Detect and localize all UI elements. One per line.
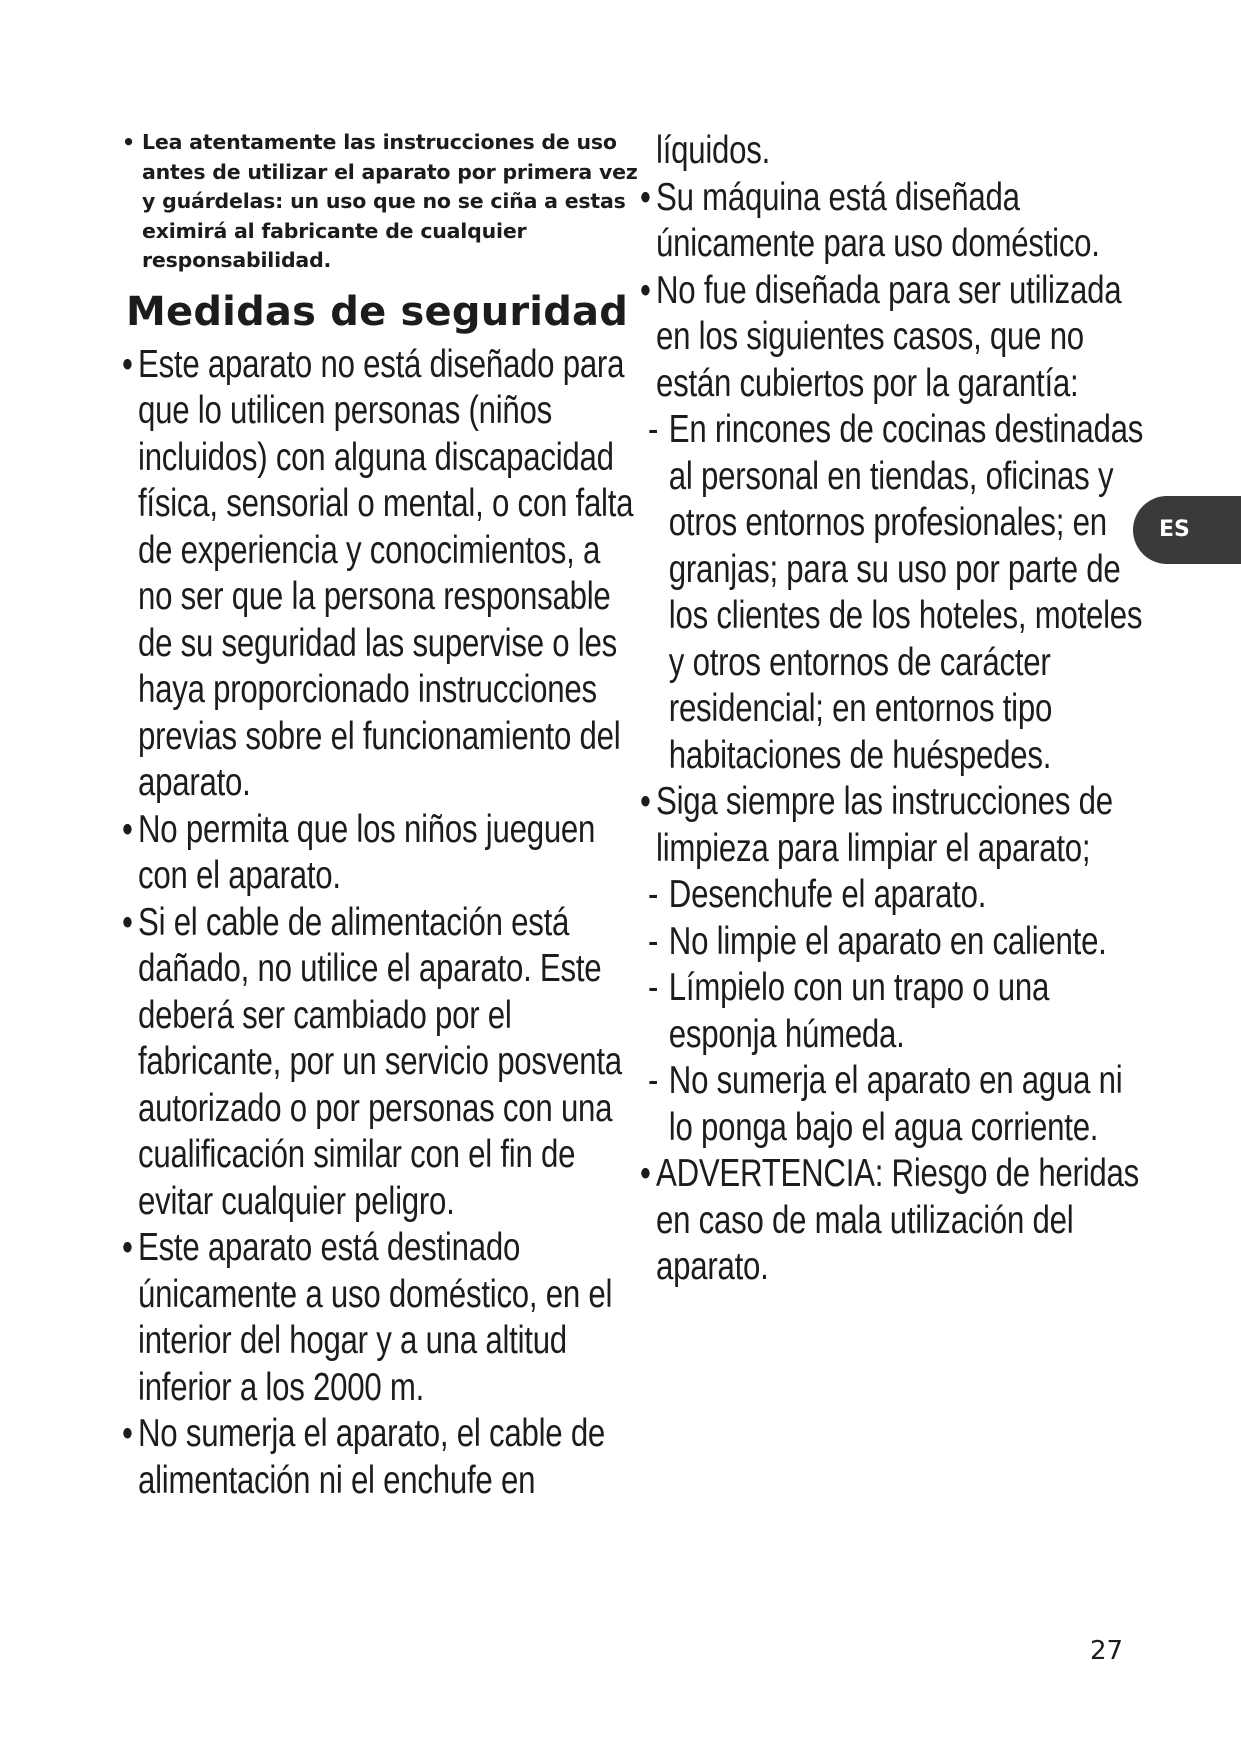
intro-note: [122, 128, 642, 276]
sub-item-no-immersion: [640, 1058, 1152, 1151]
safety-item-machine-domestic: [640, 175, 1152, 268]
language-tab: ES: [1133, 496, 1241, 564]
sub-item-unplug: [640, 872, 1152, 919]
item-text: Si el cable de alimentación está dañado, no utilice el aparato. Este deberá ser cambiado por el fabricante, por un servicio posventa autorizado o por personas con una cualificación similar con el fin de evitar cualquier peligro.: [138, 900, 622, 1223]
item-text: Este aparato está destinado únicamente a uso doméstico, en el interior del hogar y a una altitud inferior a los 2000 m.: [138, 1226, 613, 1409]
page-number: 27: [1090, 1636, 1124, 1666]
item-text: No fue diseñada para ser utilizada en los siguientes casos, que no están cubiertos por la garantía:: [656, 268, 1122, 405]
sub-item-text: Límpielo con un trapo o una esponja húmeda.: [668, 966, 1050, 1056]
sub-item-excluded-places: [640, 407, 1152, 779]
dash: -: [648, 1059, 659, 1102]
bullet: •: [122, 342, 133, 386]
item-text: Este aparato no está diseñado para que lo utilicen personas (niños incluidos) con alguna discapacidad física, sensorial o mental, o con falta de experiencia y conocimientos, a no ser que la persona responsable de su seguridad las supervise o les haya proporcionado instrucciones previas sobre el funcionamiento del aparato.: [138, 342, 634, 804]
sub-item-text: En rincones de cocinas destinadas al personal en tiendas, oficinas y otros entornos profesionales; en granjas; para su uso por parte de los clientes de los hoteles, moteles y otros entornos de carácter residencial; en entornos tipo habitaciones de huéspedes.: [668, 408, 1144, 777]
intro-text: Lea atentamente las instrucciones de uso antes de utilizar el aparato por primera vez y guárdelas: un uso que no se ciña a estas eximirá al fabricante de cualquier responsabilidad.: [142, 130, 638, 272]
item-text: Siga siempre las instrucciones de limpieza para limpiar el aparato;: [656, 780, 1113, 870]
item-text: ADVERTENCIA: Riesgo de heridas en caso de mala utilización del aparato.: [656, 1152, 1139, 1288]
bullet: •: [640, 780, 651, 823]
bullet: •: [640, 175, 651, 219]
item-text: Su máquina está diseñada únicamente para uso doméstico.: [656, 175, 1100, 265]
bullet: •: [122, 1412, 133, 1455]
safety-item-disabilities: [122, 342, 634, 807]
left-body: [122, 342, 634, 1505]
item-text: No permita que los niños jueguen con el aparato.: [138, 807, 596, 897]
continued-text: líquidos.: [656, 129, 771, 172]
bullet: •: [122, 130, 135, 154]
right-body: [640, 128, 1152, 1291]
bullet: •: [640, 268, 651, 312]
left-column: [122, 128, 642, 1504]
dash: -: [648, 966, 659, 1009]
sub-item-text: Desenchufe el aparato.: [668, 873, 987, 916]
item-text: No sumerja el aparato, el cable de alimentación ni el enchufe en: [138, 1412, 606, 1502]
safety-item-cleaning: [640, 779, 1152, 872]
bullet: •: [122, 807, 133, 851]
safety-item-children: [122, 807, 634, 900]
sub-item-not-hot: [640, 919, 1152, 966]
safety-item-immersion: [122, 1411, 634, 1504]
safety-item-domestic-use: [122, 1225, 634, 1411]
safety-item-cable: [122, 900, 634, 1226]
right-column: [640, 128, 1165, 1291]
bullet: •: [122, 900, 133, 944]
bullet: •: [122, 1226, 133, 1269]
dash: -: [648, 408, 659, 451]
dash: -: [648, 919, 659, 963]
safety-item-warning: [640, 1151, 1152, 1291]
bullet: •: [640, 1152, 651, 1195]
section-title: Medidas de seguridad: [126, 288, 629, 335]
sub-item-damp-cloth: [640, 965, 1152, 1058]
dash: -: [648, 873, 659, 916]
sub-item-text: No limpie el aparato en caliente.: [668, 919, 1107, 963]
sub-item-text: No sumerja el aparato en agua ni lo ponga bajo el agua corriente.: [668, 1059, 1123, 1149]
safety-item-excluded-uses: [640, 268, 1152, 408]
